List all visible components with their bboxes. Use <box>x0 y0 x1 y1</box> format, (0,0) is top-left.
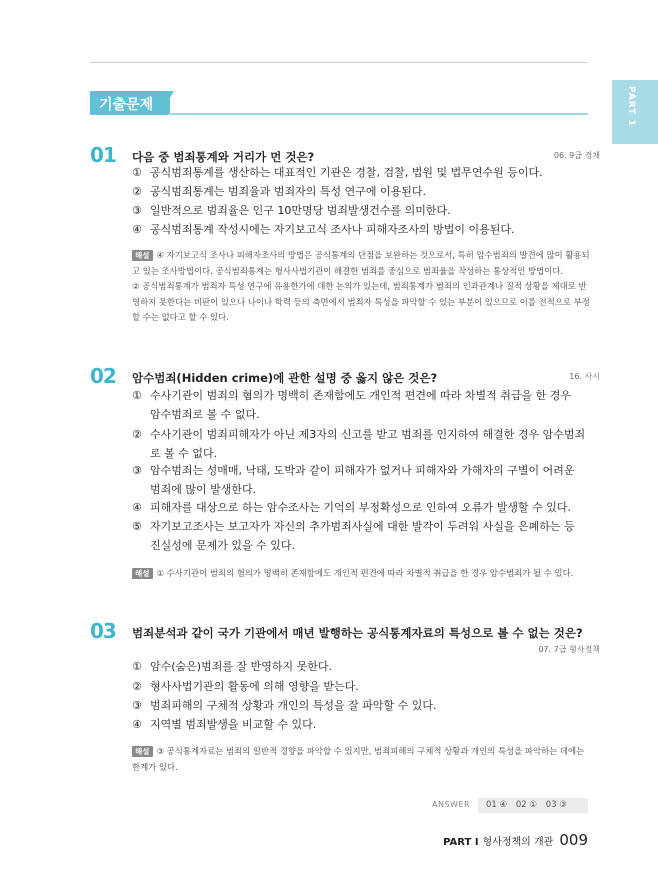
answer-box <box>432 798 588 813</box>
option-5: ⑤ 자기보고조사는 보고자가 자신의 추가범죄사실에 대한 발각이 두려워 사실을 은폐하는 등 진실성에 문제가 있을 수 있다. <box>132 520 575 552</box>
question-source: 16. 사시 <box>569 372 600 381</box>
answer-item: 01 ④ <box>486 800 508 810</box>
question-number: 01 <box>90 143 116 167</box>
option-2: ② 공식범죄통계는 범죄율과 범죄자의 특성 연구에 이용된다. <box>132 185 427 198</box>
answer-item: 02 ① <box>515 800 537 810</box>
option-3: ③ 암수범죄는 성매매, 낙태, 도박과 같이 피해자가 없거나 피해자와 가해자의 구별이 어려운 범죄에 많이 발생한다. <box>132 464 575 496</box>
section-title: 기출문제 <box>99 97 154 113</box>
option-1: ① 암수(숨은)범죄를 잘 반영하지 못한다. <box>132 660 332 673</box>
explanation-badge: 해설 <box>132 568 153 579</box>
question-text: 다음 중 범죄통계와 거리가 먼 것은? <box>132 150 315 164</box>
question-number: 02 <box>90 364 116 388</box>
side-tab-label: PART 1 <box>626 86 636 127</box>
option-4: ④ 공식범죄통계 작성시에는 자기보고식 조사나 피해자조사의 방법이 이용된다. <box>132 223 515 236</box>
answer-label: ANSWER <box>432 800 471 809</box>
footer-chapter-title: 형사정책의 개관 <box>482 837 554 848</box>
explanation: 해설 ④ 자기보고식 조사나 피해자조사의 방법은 공식통계의 단점을 보완하는 것으로서, 특히 암수범죄의 발견에 많이 활용되고 있는 조사방법이다. 공식범죄통계는 형사사법기관이 해결한 범죄를 중심으로 범죄율을 작성하는 통상적인 방법이다. ② 공식범죄통계가 범죄자 특성 연구에 유용한가에 대한 논의가 있는데, 범죄통계가 범죄의 인과관계나 질적 상황을 제대로 반영하지 못한다는 비판이 있으나 나이나 학력 등의 측면에서 범죄자 특성을 파악할 수 있는 부분이 있으므로 이를 전적으로 부정할 수는 없다고 할 수 있다. <box>132 250 590 322</box>
option-1: ① 공식범죄통계를 생산하는 대표적인 기관은 경찰, 검찰, 법원 및 법무연수원 등이다. <box>132 166 543 179</box>
option-2: ② 수사기관이 범죄피해자가 아닌 제3자의 신고를 받고 범죄를 인지하여 해결한 경우 암수범죄 로 볼 수 없다. <box>132 428 586 460</box>
answer-item: 03 ③ <box>545 800 567 810</box>
question-source: 07. 7급 형사정책 <box>538 645 600 654</box>
footer-part: PART I <box>443 837 479 848</box>
explanation-badge: 해설 <box>132 746 153 757</box>
explanation: 해설 ① 수사기관이 범죄의 혐의가 명백히 존재함에도 개인적 편견에 따라 차별적 취급을 한 경우 암수범죄가 될 수 있다. <box>132 566 590 582</box>
explanation-badge: 해설 <box>132 250 153 261</box>
option-4: ④ 피해자를 대상으로 하는 암수조사는 기억의 부정확성으로 인하여 오류가 발생할 수 있다. <box>132 501 571 514</box>
page-number: 009 <box>559 831 588 849</box>
option-3: ③ 일반적으로 범죄율은 인구 10만명당 범죄발생건수를 의미한다. <box>132 204 451 217</box>
part-side-tab <box>612 80 658 144</box>
option-3: ③ 범죄피해의 구체적 상황과 개인의 특성을 잘 파악할 수 있다. <box>132 699 437 712</box>
option-2: ② 형사사법기관의 활동에 의해 영향을 받는다. <box>132 680 359 693</box>
answer-values <box>478 798 588 813</box>
option-4: ④ 지역별 범죄발생을 비교할 수 있다. <box>132 718 317 731</box>
question-text: 암수범죄(Hidden crime)에 관한 설명 중 옳지 않은 것은? <box>132 371 438 385</box>
top-divider <box>90 62 588 63</box>
question-source: 06. 9급 경채 <box>553 151 600 160</box>
option-1: ① 수사기관이 범죄의 혐의가 명백히 존재함에도 개인적 편견에 따라 차별적 취급을 한 경우 암수범죄로 볼 수 없다. <box>132 389 571 421</box>
question-text: 범죄분석과 같이 국가 기관에서 매년 발행하는 공식통계자료의 특성으로 볼 수 없는 것은? <box>132 626 583 640</box>
explanation: 해설 ③ 공식통계자료는 범죄의 일반적 경향을 파악할 수 있지만, 범죄피해의 구체적 상황과 개인의 특성을 파악하는 데에는 한계가 있다. <box>132 746 585 772</box>
page-footer <box>443 831 588 849</box>
question-number: 03 <box>90 619 116 643</box>
